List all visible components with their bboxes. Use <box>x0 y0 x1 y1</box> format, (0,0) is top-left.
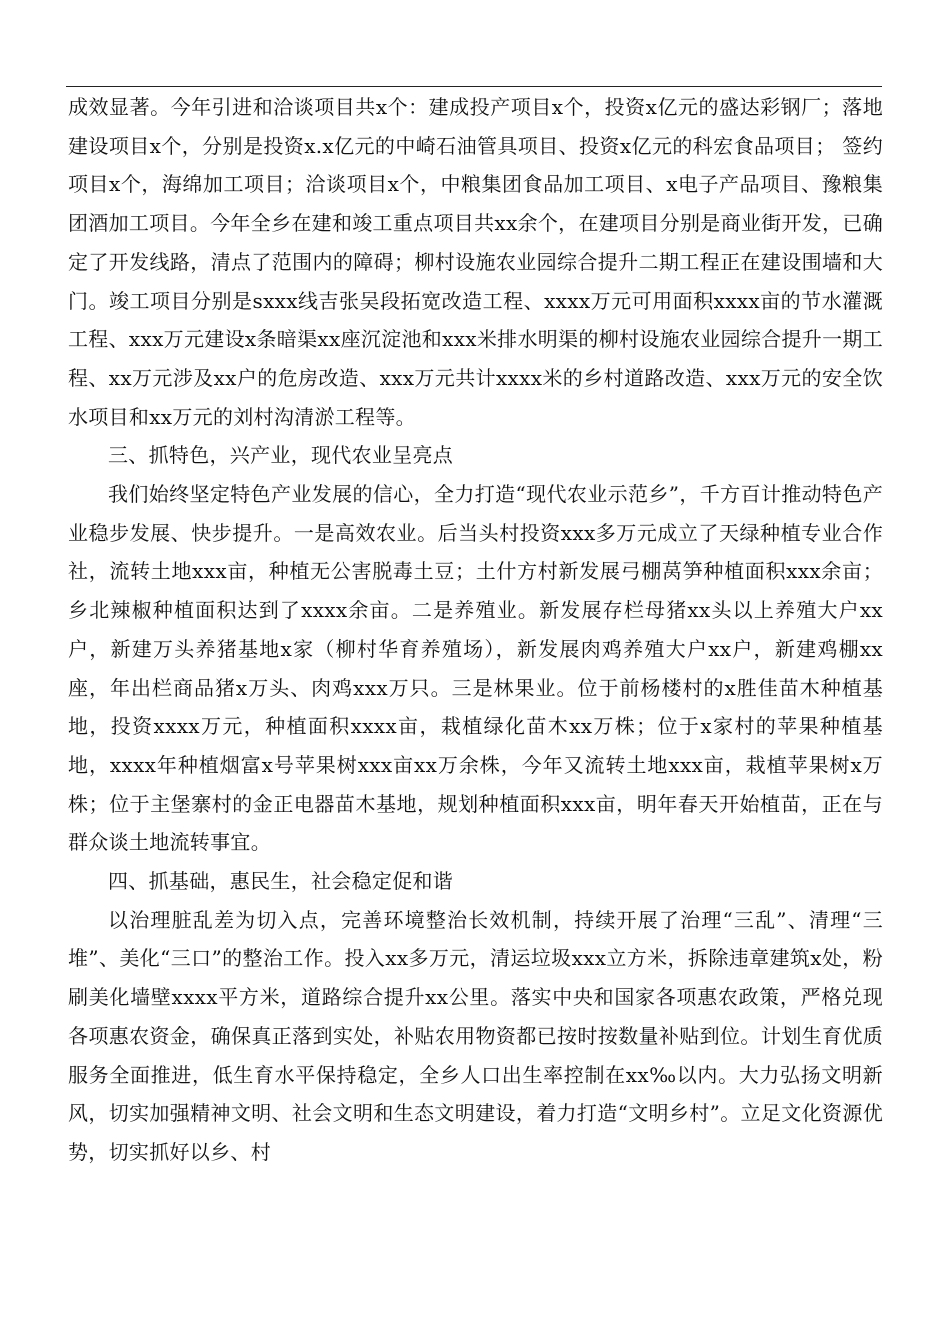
document-body <box>68 88 883 1172</box>
section-3-paragraph: 我们始终坚定特色产业发展的信心，全力打造“现代农业示范乡”，千方百计推动特色产业稳步发展、快步提升。一是高效农业。后当头村投资xxx多万元成立了天绿种植专业合作社，流转土地xxx亩，种植无公害脱毒土豆；土什方村新发展弓棚莴笋种植面积xxx余亩；乡北辣椒种植面积达到了xxxx余亩。二是养殖业。新发展存栏母猪xx头以上养殖大户xx户，新建万头养猪基地x家（柳村华育养殖场），新发展肉鸡养殖大户xx户，新建鸡棚xx座，年出栏商品猪x万头、肉鸡xxx万只。三是林果业。位于前杨楼村的x胜佳苗木种植基地，投资xxxx万元，种植面积xxxx亩，栽植绿化苗木xx万株；位于x家村的苹果种植基地，xxxx年种植烟富x号苹果树xxx亩xx万余株，今年又流转土地xxx亩，栽植苹果树x万株；位于主堡寨村的金正电器苗木基地，规划种植面积xxx亩，明年春天开始植苗，正在与群众谈土地流转事宜。 <box>68 482 883 855</box>
section-4-heading: 四、抓基础，惠民生，社会稳定促和谐 <box>108 869 454 894</box>
header-rule <box>66 86 882 87</box>
section-3-heading: 三、抓特色，兴产业，现代农业呈亮点 <box>108 443 454 468</box>
section-4-paragraph: 以治理脏乱差为切入点，完善环境整治长效机制，持续开展了治理“三乱”、清理“三堆”、美化“三口”的整治工作。投入xx多万元，清运垃圾xxx立方米，拆除违章建筑x处，粉刷美化墙壁xxxx平方米，道路综合提升xx公里。落实中央和国家各项惠农政策，严格兑现各项惠农资金，确保真正落到实处，补贴农用物资都已按时按数量补贴到位。计划生育优质服务全面推进，低生育水平保持稳定，全乡人口出生率控制在xx‰以内。大力弘扬文明新风，切实加强精神文明、社会文明和生态文明建设，着力打造“文明乡村”。立足文化资源优势，切实抓好以乡、村 <box>68 907 883 1164</box>
paragraph-continuation: 成效显著。今年引进和洽谈项目共x个：建成投产项目x个，投资x亿元的盛达彩钢厂；落地建设项目x个，分别是投资x.x亿元的中崎石油管具项目、投资x亿元的科宏食品项目； 签约项目x个，海绵加工项目；洽谈项目x个，中粮集团食品加工项目、x电子产品项目、豫粮集团酒加工项目。今年全乡在建和竣工重点项目共xx余个，在建项目分别是商业街开发，已确定了开发线路，清点了范围内的障碍；柳村设施农业园综合提升二期工程正在建设围墙和大门。竣工项目分别是sxxx线吉张吴段拓宽改造工程、xxxx万元可用面积xxxx亩的节水灌溉工程、xxx万元建设x条暗渠xx座沉淀池和xxx米排水明渠的柳村设施农业园综合提升一期工程、xx万元涉及xx户的危房改造、xxx万元共计xxxx米的乡村道路改造、xxx万元的安全饮水项目和xx万元的刘村沟清淤工程等。 <box>68 95 883 429</box>
